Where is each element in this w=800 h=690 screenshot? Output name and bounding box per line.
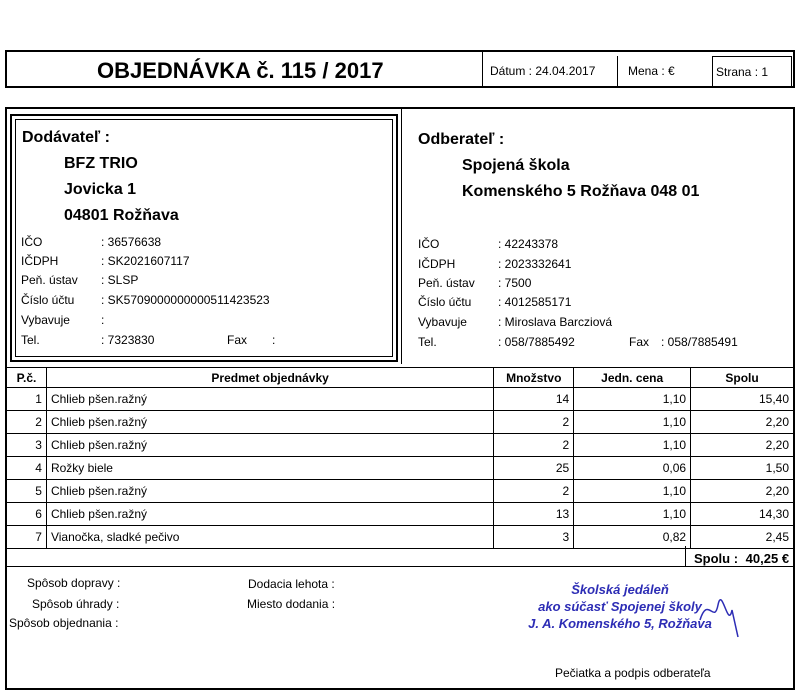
header-divider xyxy=(617,56,618,86)
item-name: Chlieb pšen.ražný xyxy=(46,388,493,411)
row-number: 2 xyxy=(7,411,47,434)
supplier-account-label: Číslo účtu xyxy=(21,293,75,307)
item-total: 2,20 xyxy=(691,411,794,434)
supplier-heading: Dodávateľ : xyxy=(22,129,110,146)
item-quantity: 2 xyxy=(494,411,574,434)
grand-total xyxy=(694,551,789,566)
item-name: Rožky biele xyxy=(46,457,493,480)
customer-heading: Odberateľ : xyxy=(418,131,505,148)
customer-contact-label: Vybavuje xyxy=(418,315,467,329)
item-name: Chlieb pšen.ražný xyxy=(46,411,493,434)
item-quantity: 25 xyxy=(494,457,574,480)
customer-bank-label: Peň. ústav xyxy=(418,276,475,290)
item-unit-price: 1,10 xyxy=(574,411,691,434)
column-header: Jedn. cena xyxy=(574,368,691,388)
supplier-city: 04801 Rožňava xyxy=(64,207,179,224)
stamp-line: J. A. Komenského 5, Rožňava xyxy=(528,616,712,631)
supplier-ico-value: : 36576638 xyxy=(101,235,162,249)
table-row xyxy=(7,503,794,526)
table-header-row xyxy=(7,368,794,388)
item-unit-price: 1,10 xyxy=(574,480,691,503)
header-divider xyxy=(482,52,483,86)
transport-method-label: Spôsob dopravy : xyxy=(27,576,121,590)
item-unit-price: 1,10 xyxy=(574,388,691,411)
item-unit-price: 0,06 xyxy=(574,457,691,480)
total-cell-divider xyxy=(685,546,686,567)
order-method-label: Spôsob objednania : xyxy=(9,616,119,630)
column-header: Množstvo xyxy=(494,368,574,388)
table-row xyxy=(7,526,794,549)
customer-tel-label: Tel. xyxy=(418,335,437,349)
item-total: 2,20 xyxy=(691,434,794,457)
item-quantity: 3 xyxy=(494,526,574,549)
supplier-tel-value: : 7323830 xyxy=(101,333,155,347)
column-header: Predmet objednávky xyxy=(46,368,493,388)
item-name: Vianočka, sladké pečivo xyxy=(46,526,493,549)
supplier-contact-label: Vybavuje xyxy=(21,313,70,327)
stamp-signature-caption: Pečiatka a podpis odberateľa xyxy=(555,666,711,680)
row-number: 1 xyxy=(7,388,47,411)
table-row xyxy=(7,480,794,503)
customer-address: Komenského 5 Rožňava 048 01 xyxy=(462,183,700,200)
table-row xyxy=(7,457,794,480)
delivery-place-label: Miesto dodania : xyxy=(247,597,336,611)
item-name: Chlieb pšen.ražný xyxy=(46,434,493,457)
item-name: Chlieb pšen.ražný xyxy=(46,480,493,503)
payment-method-label: Spôsob úhrady : xyxy=(32,597,120,611)
date-field: Dátum : 24.04.2017 xyxy=(490,64,596,78)
item-unit-price: 1,10 xyxy=(574,503,691,526)
supplier-icdph-value: : SK2021607117 xyxy=(101,254,190,268)
supplier-fax-value: : xyxy=(272,333,276,347)
supplier-account-value: : SK5709000000000511423523 xyxy=(101,293,270,307)
page-number: Strana : 1 xyxy=(716,65,769,79)
customer-ico-label: IČO xyxy=(418,237,440,251)
grand-total-value: 40,25 € xyxy=(745,551,790,566)
customer-account-label: Číslo účtu xyxy=(418,295,472,309)
supplier-name: BFZ TRIO xyxy=(64,155,138,172)
item-quantity: 2 xyxy=(494,480,574,503)
row-number: 3 xyxy=(7,434,47,457)
item-total: 1,50 xyxy=(691,457,794,480)
row-number: 6 xyxy=(7,503,47,526)
handwritten-signature xyxy=(690,585,750,645)
supplier-contact-value: : xyxy=(101,313,105,327)
item-unit-price: 0,82 xyxy=(574,526,691,549)
item-total: 15,40 xyxy=(691,388,794,411)
table-row xyxy=(7,388,794,411)
supplier-tel-label: Tel. xyxy=(21,333,40,347)
stamp-line: ako súčasť Spojenej školy xyxy=(538,599,702,614)
row-number: 5 xyxy=(7,480,47,503)
row-number: 4 xyxy=(7,457,47,480)
customer-fax-value: : 058/7885491 xyxy=(661,335,738,349)
total-row-line xyxy=(7,566,793,567)
supplier-street: Jovicka 1 xyxy=(64,181,137,198)
delivery-time-label: Dodacia lehota : xyxy=(248,577,335,591)
item-total: 14,30 xyxy=(691,503,794,526)
item-quantity: 2 xyxy=(494,434,574,457)
document-title: OBJEDNÁVKA č. 115 / 2017 xyxy=(97,58,384,83)
grand-total-label: Spolu : xyxy=(694,551,739,566)
item-quantity: 14 xyxy=(494,388,574,411)
items-table xyxy=(6,367,794,549)
supplier-icdph-label: IČDPH xyxy=(21,254,59,268)
customer-icdph-value: : 2023332641 xyxy=(498,257,572,271)
vertical-divider xyxy=(401,109,402,364)
currency-field: Mena : € xyxy=(628,64,675,78)
supplier-bank-label: Peň. ústav xyxy=(21,273,78,287)
customer-icdph-label: IČDPH xyxy=(418,257,456,271)
customer-name: Spojená škola xyxy=(462,157,570,174)
item-total: 2,45 xyxy=(691,526,794,549)
stamp-line: Školská jedáleň xyxy=(571,582,669,597)
customer-bank-value: : 7500 xyxy=(498,276,532,290)
customer-account-value: : 4012585171 xyxy=(498,295,572,309)
item-total: 2,20 xyxy=(691,480,794,503)
column-header: P.č. xyxy=(7,368,47,388)
table-row xyxy=(7,434,794,457)
customer-contact-value: : Miroslava Barcziová xyxy=(498,315,613,329)
supplier-fax-label: Fax xyxy=(227,333,248,347)
customer-ico-value: : 42243378 xyxy=(498,237,559,251)
customer-fax-label: Fax xyxy=(629,335,650,349)
item-unit-price: 1,10 xyxy=(574,434,691,457)
item-name: Chlieb pšen.ražný xyxy=(46,503,493,526)
customer-tel-value: : 058/7885492 xyxy=(498,335,575,349)
supplier-ico-label: IČO xyxy=(21,235,43,249)
table-row xyxy=(7,411,794,434)
column-header: Spolu xyxy=(691,368,794,388)
item-quantity: 13 xyxy=(494,503,574,526)
supplier-bank-value: : SLSP xyxy=(101,273,139,287)
row-number: 7 xyxy=(7,526,47,549)
